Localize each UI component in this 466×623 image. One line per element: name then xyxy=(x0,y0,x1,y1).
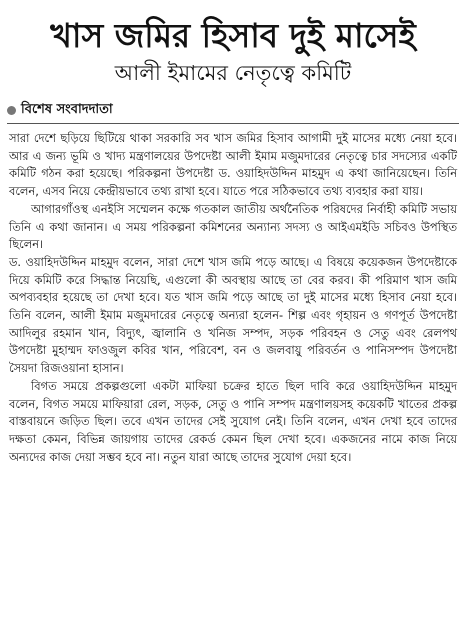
paragraph: আগারগাঁওস্থ এনইসি সম্মেলন কক্ষে গতকাল জাতীয় অর্থনৈতিক পরিষদের নির্বাহী কমিটি সভায় তিনি এ কথা জানান। এ সময় পরিকল্পনা কমিশনের অন্যান্য সদস্য ও আইএমইডি সচিবও উপস্থিত ছিলেন। xyxy=(9,201,457,252)
byline xyxy=(7,102,466,118)
paragraph: ড. ওয়াহিদউদ্দিন মাহমুদ বলেন, সারা দেশে খাস জমি পড়ে আছে। এ বিষয়ে কয়েকজন উপদেষ্টাকে দিয়ে কমিটি করে সিদ্ধান্ত নিয়েছি, এগুলো কী অবস্থায় আছে তা বের করব। কী পরিমাণ খাস জমি অপব্যবহার হয়েছে তা দেখা হবে। যত খাস জমি পড়ে আছে তা দুই মাসের মধ্যে হিসাব নেয়া হবে। তিনি বলেন, আলী ইমাম মজুমদারের নেতৃত্বে অন্যরা হলেন- শিল্প এবং গৃহায়ন ও গণপূর্ত উপদেষ্টা আদিলুর রহমান খান, বিদ্যুৎ, জ্বালানি ও খনিজ সম্পদ, সড়ক পরিবহন ও সেতু এবং রেলপথ উপদেষ্টা মুহাম্মদ ফাওজুল কবির খান, পরিবেশ, বন ও জলবায়ু পরিবর্তন ও পানিসম্পদ উপদেষ্টা সৈয়দা রিজওয়ানা হাসান। xyxy=(9,254,457,376)
byline-text: বিশেষ সংবাদদাতা xyxy=(21,102,113,117)
divider xyxy=(7,123,459,124)
headline: খাস জমির হিসাব দুই মাসেই xyxy=(50,16,416,55)
paragraph: সারা দেশে ছড়িয়ে ছিটিয়ে থাকা সরকারি সব খাস জমির হিসাব আগামী দুই মাসের মধ্যে নেয়া হবে। আর এ জন্য ভূমি ও খাদ্য মন্ত্রণালয়ের উপদেষ্টা আলী ইমাম মজুমদারের নেতৃত্বে চার সদস্যের একটি কমিটি গঠন করা হয়েছে। পরিকল্পনা উপদেষ্টা ড. ওয়াহিদউদ্দিন মাহমুদ এ কথা জানিয়েছেন। তিনি বলেন, এসব নিয়ে কেন্দ্রীয়ভাবে তথ্য রাখা হবে। যাতে পরে সঠিকভাবে তথ্য ব্যবহার করা যায়। xyxy=(9,131,457,199)
subheadline: আলী ইমামের নেতৃত্বে কমিটি xyxy=(114,61,352,85)
bullet-icon xyxy=(7,106,16,115)
article-body xyxy=(9,130,457,466)
paragraph: বিগত সময়ে প্রকল্পগুলো একটা মাফিয়া চক্রের হাতে ছিল দাবি করে ওয়াহিদউদ্দিন মাহমুদ বলেন, বিগত সময়ে মাফিয়ারা রেল, সড়ক, সেতু ও পানি সম্পদ মন্ত্রণালয়সহ কয়েকটি খাতের প্রকল্প বাস্তবায়নে জড়িত ছিল। তবে এখন তাদের সেই সুযোগ নেই। তিনি বলেন, এখন দেখা হবে তাদের দক্ষতা কেমন, বিভিন্ন জায়গায় তাদের রেকর্ড কেমন ছিল দেখা হবে। একজনের নামে কাজ নিয়ে অন্যদের কাজ দেয়া সম্ভব হবে না। নতুন যারা আছে তাদের সুযোগ দেয়া হবে। xyxy=(9,378,457,464)
